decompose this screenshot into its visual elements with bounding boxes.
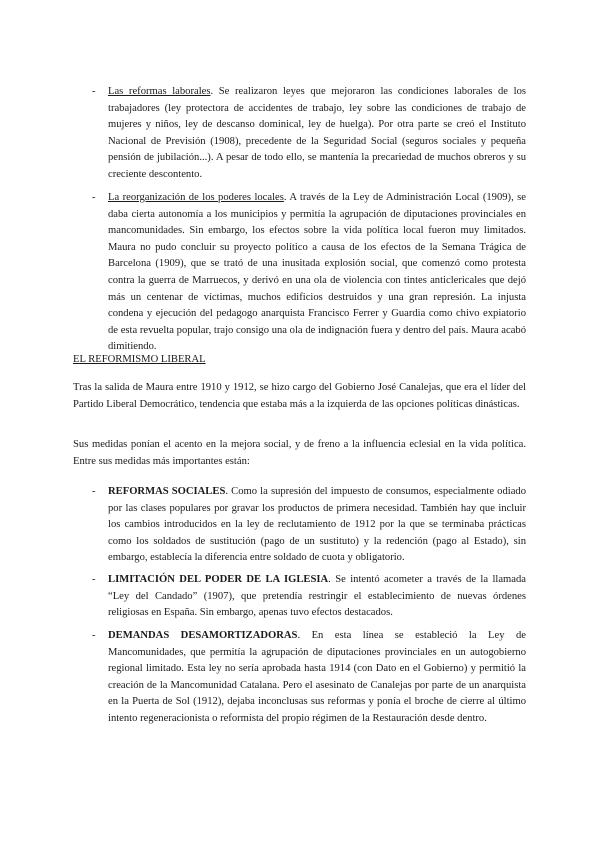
item-title: REFORMAS SOCIALES — [108, 486, 226, 497]
item-text: . Se realizaron leyes que mejoraron las condiciones laborales de los trabajadores (ley protectora de accidentes de trabajo, ley sobre las condiciones de trabajo de mujeres y niños, ley de descanso dominical, ley de huelga). Por otra parte se creó el Instituto Nacional de Previsión (1908), precedente de la Seguridad Social (seguros sociales y pequeña pensión de jubilación...). A pesar de todo ello, se mantenía la precariedad de muchos obreros y su creciente descontento. — [108, 86, 526, 180]
item-text: . A través de la Ley de Administración Local (1909), se daba cierta autonomía a los municipios y permitía la agrupación de diputaciones provinciales en mancomunidades. Sin embargo, los efectos sobre la vida política local fueron muy limitados. Maura no pudo concluir su proyecto político a causa de los efectos de la Semana Trágica de Barcelona (1909), que se trató de una inusitada explosión social, que comenzó como protesta contra la guerra de Marruecos, y derivó en una ola de violencia con tintes anticlericales que dejó más un centenar de víctimas, muchos edificios destruidos y una gran represión. La injusta condena y ejecución del pedagogo anarquista Francisco Ferrer y Guardia como chivo expiatorio de esta revuelta popular, trajo consigo una ola de indignación fuera y dentro del país. Maura acabó dimitiendo. — [108, 192, 526, 353]
item-text: . En esta línea se estableció la Ley de Mancomunidades, que permitía la agrupación de diputaciones provinciales en un autogobierno regional limitado. Esta ley no sería aprobada hasta 1914 (con Dato en el Gobierno) y permitió la creación de la Mancomunidad Catalana. Pero el asesinato de Canalejas por parte de un anarquista en la Puerta de Sol (1912), dejaba inconclusas sus reformas y ponía el broche de cierre al último intento regeneracionista o reformista del propio régimen de la Restauración desde dentro. — [108, 630, 526, 724]
list-dash: - — [92, 192, 96, 203]
item-title: DEMANDAS DESAMORTIZADORAS — [108, 630, 298, 641]
list-item-reformas-sociales — [92, 484, 526, 567]
list-dash: - — [92, 86, 96, 97]
list-dash: - — [92, 630, 96, 641]
list-item-limitacion-iglesia — [92, 572, 526, 622]
item-title: Las reformas laborales — [108, 86, 211, 97]
paragraph-intro: Tras la salida de Maura entre 1910 y 1912, se hizo cargo del Gobierno José Canalejas, que era el líder del Partido Liberal Democrático, tendencia que estaba más a la izquierda de las opciones políticas dinásticas. — [73, 382, 526, 410]
list-item-poderes-locales — [92, 190, 526, 356]
section-heading: EL REFORMISMO LIBERAL — [73, 354, 206, 365]
paragraph-medidas: Sus medidas ponían el acento en la mejora social, y de freno a la influencia eclesial en la vida política. Entre sus medidas más importantes están: — [73, 439, 526, 467]
list-dash: - — [92, 574, 96, 585]
item-text: . Se intentó acometer a través de la llamada “Ley del Candado” (1907), que pretendía restringir el establecimiento de nuevas órdenes religiosas en España. Sin embargo, apenas tuvo efectos destacados. — [108, 574, 526, 619]
list-item-demandas-desamortizadoras — [92, 628, 526, 728]
item-title: LIMITACIÓN DEL PODER DE LA IGLESIA — [108, 574, 329, 585]
item-text: . Como la supresión del impuesto de consumos, especialmente odiado por las clases populares por gravar los productos de primera necesidad. También hay que incluir los cambios introducidos en la ley de reclutamiento de 1912 por la que se terminaba prácticas como los soldados de sustitución (pago de un sustituto) y la redención (pago al Estado), sin embargo, establecía la diferencia entre soldado de cuota y obligatorio. — [108, 486, 526, 564]
list-item-reformas-laborales — [92, 84, 526, 184]
item-title: La reorganización de los poderes locales — [108, 192, 284, 203]
list-dash: - — [92, 486, 96, 497]
